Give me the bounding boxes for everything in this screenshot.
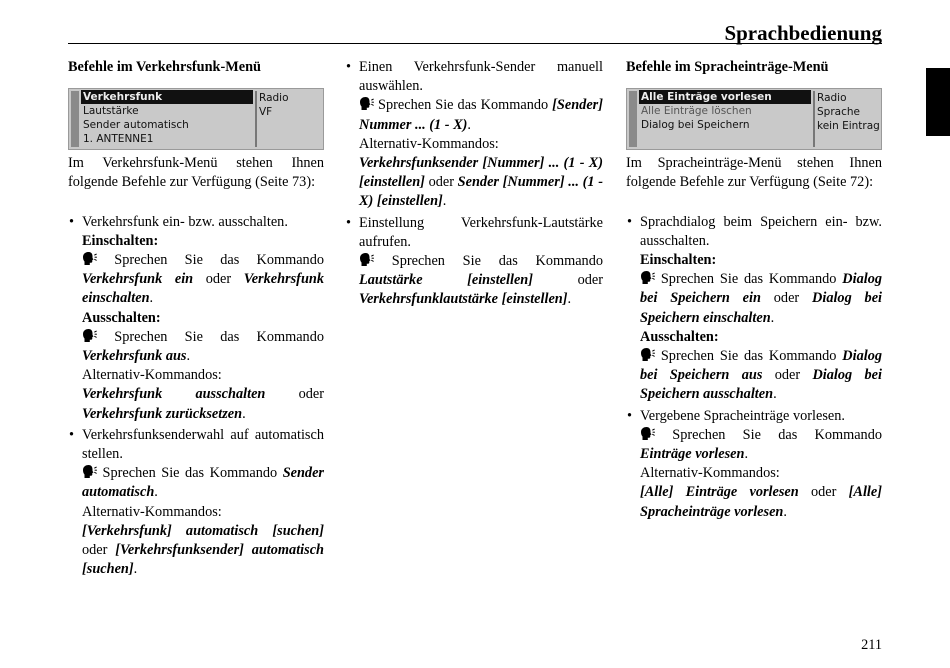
column-middle — [345, 58, 603, 312]
list-item: • Einstellung Verkehrsfunk-Lautstärke aufrufen. Sprechen Sie das Kommando Lautstärke [einstellen] oder Verkehrsfunklautstärke [einstellen]. — [345, 214, 603, 310]
screen-status-line: Radio — [817, 92, 847, 105]
section-heading: Befehle im Spracheinträge-Menü — [626, 59, 829, 75]
voice-command: [Alle] Spracheinträge vorlesen — [640, 484, 882, 520]
voice-command: Sender [Nummer] ... (1 - X) [einstellen] — [359, 174, 603, 210]
screen-status-line: Radio — [259, 92, 289, 105]
screen-status — [259, 91, 289, 119]
intro-text: Im Verkehrsfunk-Menü stehen Ihnen folgende Befehle zur Verfügung (Seite 73): — [68, 155, 324, 191]
speak-icon — [359, 97, 374, 110]
screen-menu-item: Alle Einträge vorlesen — [639, 90, 811, 104]
speak-icon — [640, 427, 655, 440]
voice-command: Verkehrsfunk ein — [82, 271, 194, 288]
list-item: • Vergebene Spracheinträge vorlesen. Sprechen Sie das Kommando Einträge vorlesen. Alternativ-Kommandos: [Alle] Einträge vorlesen oder [Alle] Spracheinträge vorlesen. — [626, 407, 882, 522]
traffic-menu-screen — [68, 88, 324, 150]
list-item: • Verkehrsfunk ein- bzw. ausschalten. Einschalten: Sprechen Sie das Kommando Verkehrsfunk ein oder Verkehrsfunk einschalten. Ausschalten: Sprechen Sie das Kommando Verkehrsfunk aus. Alternativ-Kommandos: Verkehrsfunk ausschalten oder Verkehrsfunk zurücksetzen. — [68, 213, 324, 424]
screen-side-bar — [629, 91, 637, 147]
voice-command: Verkehrsfunksender [Nummer] ... (1 - X) [einstellen] — [359, 155, 603, 191]
voice-command: [Sender] Nummer ... (1 - X) — [359, 97, 603, 133]
command-list — [626, 213, 882, 522]
speak-icon — [640, 271, 655, 284]
voice-command: Sender automatisch — [82, 465, 324, 501]
list-item: • Einen Verkehrsfunk-Sender manuell auswählen. Sprechen Sie das Kommando [Sender] Nummer ... (1 - X). Alternativ-Kommandos: Verkehrsfunksender [Nummer] ... (1 - X) [einstellen] oder Sender [Nummer] ... (1 - X) [einstellen]. — [345, 58, 603, 212]
screen-menu-item: Lautstärke — [83, 105, 139, 118]
speak-icon — [640, 348, 655, 361]
screen-menu-list — [81, 90, 253, 146]
screen-divider — [813, 91, 815, 147]
voice-command: Dialog bei Speichern ein — [640, 271, 883, 307]
voice-command: Verkehrsfunk einschalten — [82, 271, 324, 307]
voice-command: Dialog bei Speichern einschalten — [640, 290, 883, 326]
screen-menu-item: 1. ANTENNE1 — [83, 133, 154, 146]
list-item: • Sprachdialog beim Speichern ein- bzw. ausschalten. Einschalten: Sprechen Sie das Kommando Dialog bei Speichern ein oder Dialog bei Speichern einschalten. Ausschalten: Sprechen Sie das Kommando Dialog bei Speichern aus oder Dialog bei Speichern ausschalten. — [626, 213, 882, 405]
command-list — [345, 58, 603, 310]
column-left — [68, 58, 324, 581]
section-heading: Befehle im Verkehrsfunk-Menü — [68, 59, 262, 75]
voice-command: Verkehrsfunk zurücksetzen — [82, 405, 243, 422]
speak-icon — [82, 329, 97, 342]
section-thumb-tab — [926, 68, 950, 136]
off-label: Ausschalten: — [640, 328, 719, 345]
voice-command: Lautstärke [einstellen] — [359, 272, 534, 289]
command-list — [68, 213, 324, 580]
screen-menu-list — [639, 90, 811, 132]
screen-menu-item: Alle Einträge löschen — [641, 105, 752, 118]
voice-entries-screen — [626, 88, 882, 150]
voice-command: Dialog bei Speichern aus — [640, 348, 883, 384]
on-label: Einschalten: — [82, 232, 159, 249]
screen-menu-item: Dialog bei Speichern — [641, 119, 750, 132]
screen-menu-item: Sender automatisch — [83, 119, 189, 132]
intro-text: Im Spracheinträge-Menü stehen Ihnen folgende Befehle zur Verfügung (Seite 72): — [626, 155, 882, 191]
voice-command: Verkehrsfunk aus — [82, 348, 187, 365]
voice-command: [Verkehrsfunksender] automatisch [suchen] — [82, 542, 324, 578]
screen-menu-item: Verkehrsfunk — [81, 90, 253, 104]
off-label: Ausschalten: — [82, 309, 161, 326]
voice-command: Verkehrsfunklautstärke [einstellen] — [359, 291, 568, 308]
screen-divider — [255, 91, 257, 147]
page-title: Sprachbedienung — [724, 21, 882, 45]
screen-side-bar — [71, 91, 79, 147]
page-number: 211 — [861, 637, 882, 653]
title-rule — [68, 43, 882, 44]
column-right — [626, 58, 882, 524]
voice-command: Verkehrsfunk ausschalten — [82, 386, 266, 403]
speak-icon — [82, 252, 97, 265]
screen-status-line: Sprache — [817, 106, 860, 119]
screen-status — [817, 91, 880, 133]
voice-command: Einträge vorlesen — [640, 446, 745, 463]
on-label: Einschalten: — [640, 252, 717, 269]
speak-icon — [82, 465, 97, 478]
voice-command: [Verkehrsfunk] automatisch [suchen] — [82, 522, 324, 539]
screen-status-line: VF — [259, 106, 273, 119]
screen-status-line: kein Eintrag — [817, 120, 880, 133]
speak-icon — [359, 253, 374, 266]
list-item: • Verkehrsfunksenderwahl auf automatisch stellen. Sprechen Sie das Kommando Sender automatisch. Alternativ-Kommandos: [Verkehrsfunk] automatisch [suchen] oder [Verkehrsfunksender] automatisch [suchen]. — [68, 426, 324, 580]
voice-command: Dialog bei Speichern ausschalten — [640, 367, 883, 403]
voice-command: [Alle] Einträge vorlesen — [640, 484, 799, 501]
